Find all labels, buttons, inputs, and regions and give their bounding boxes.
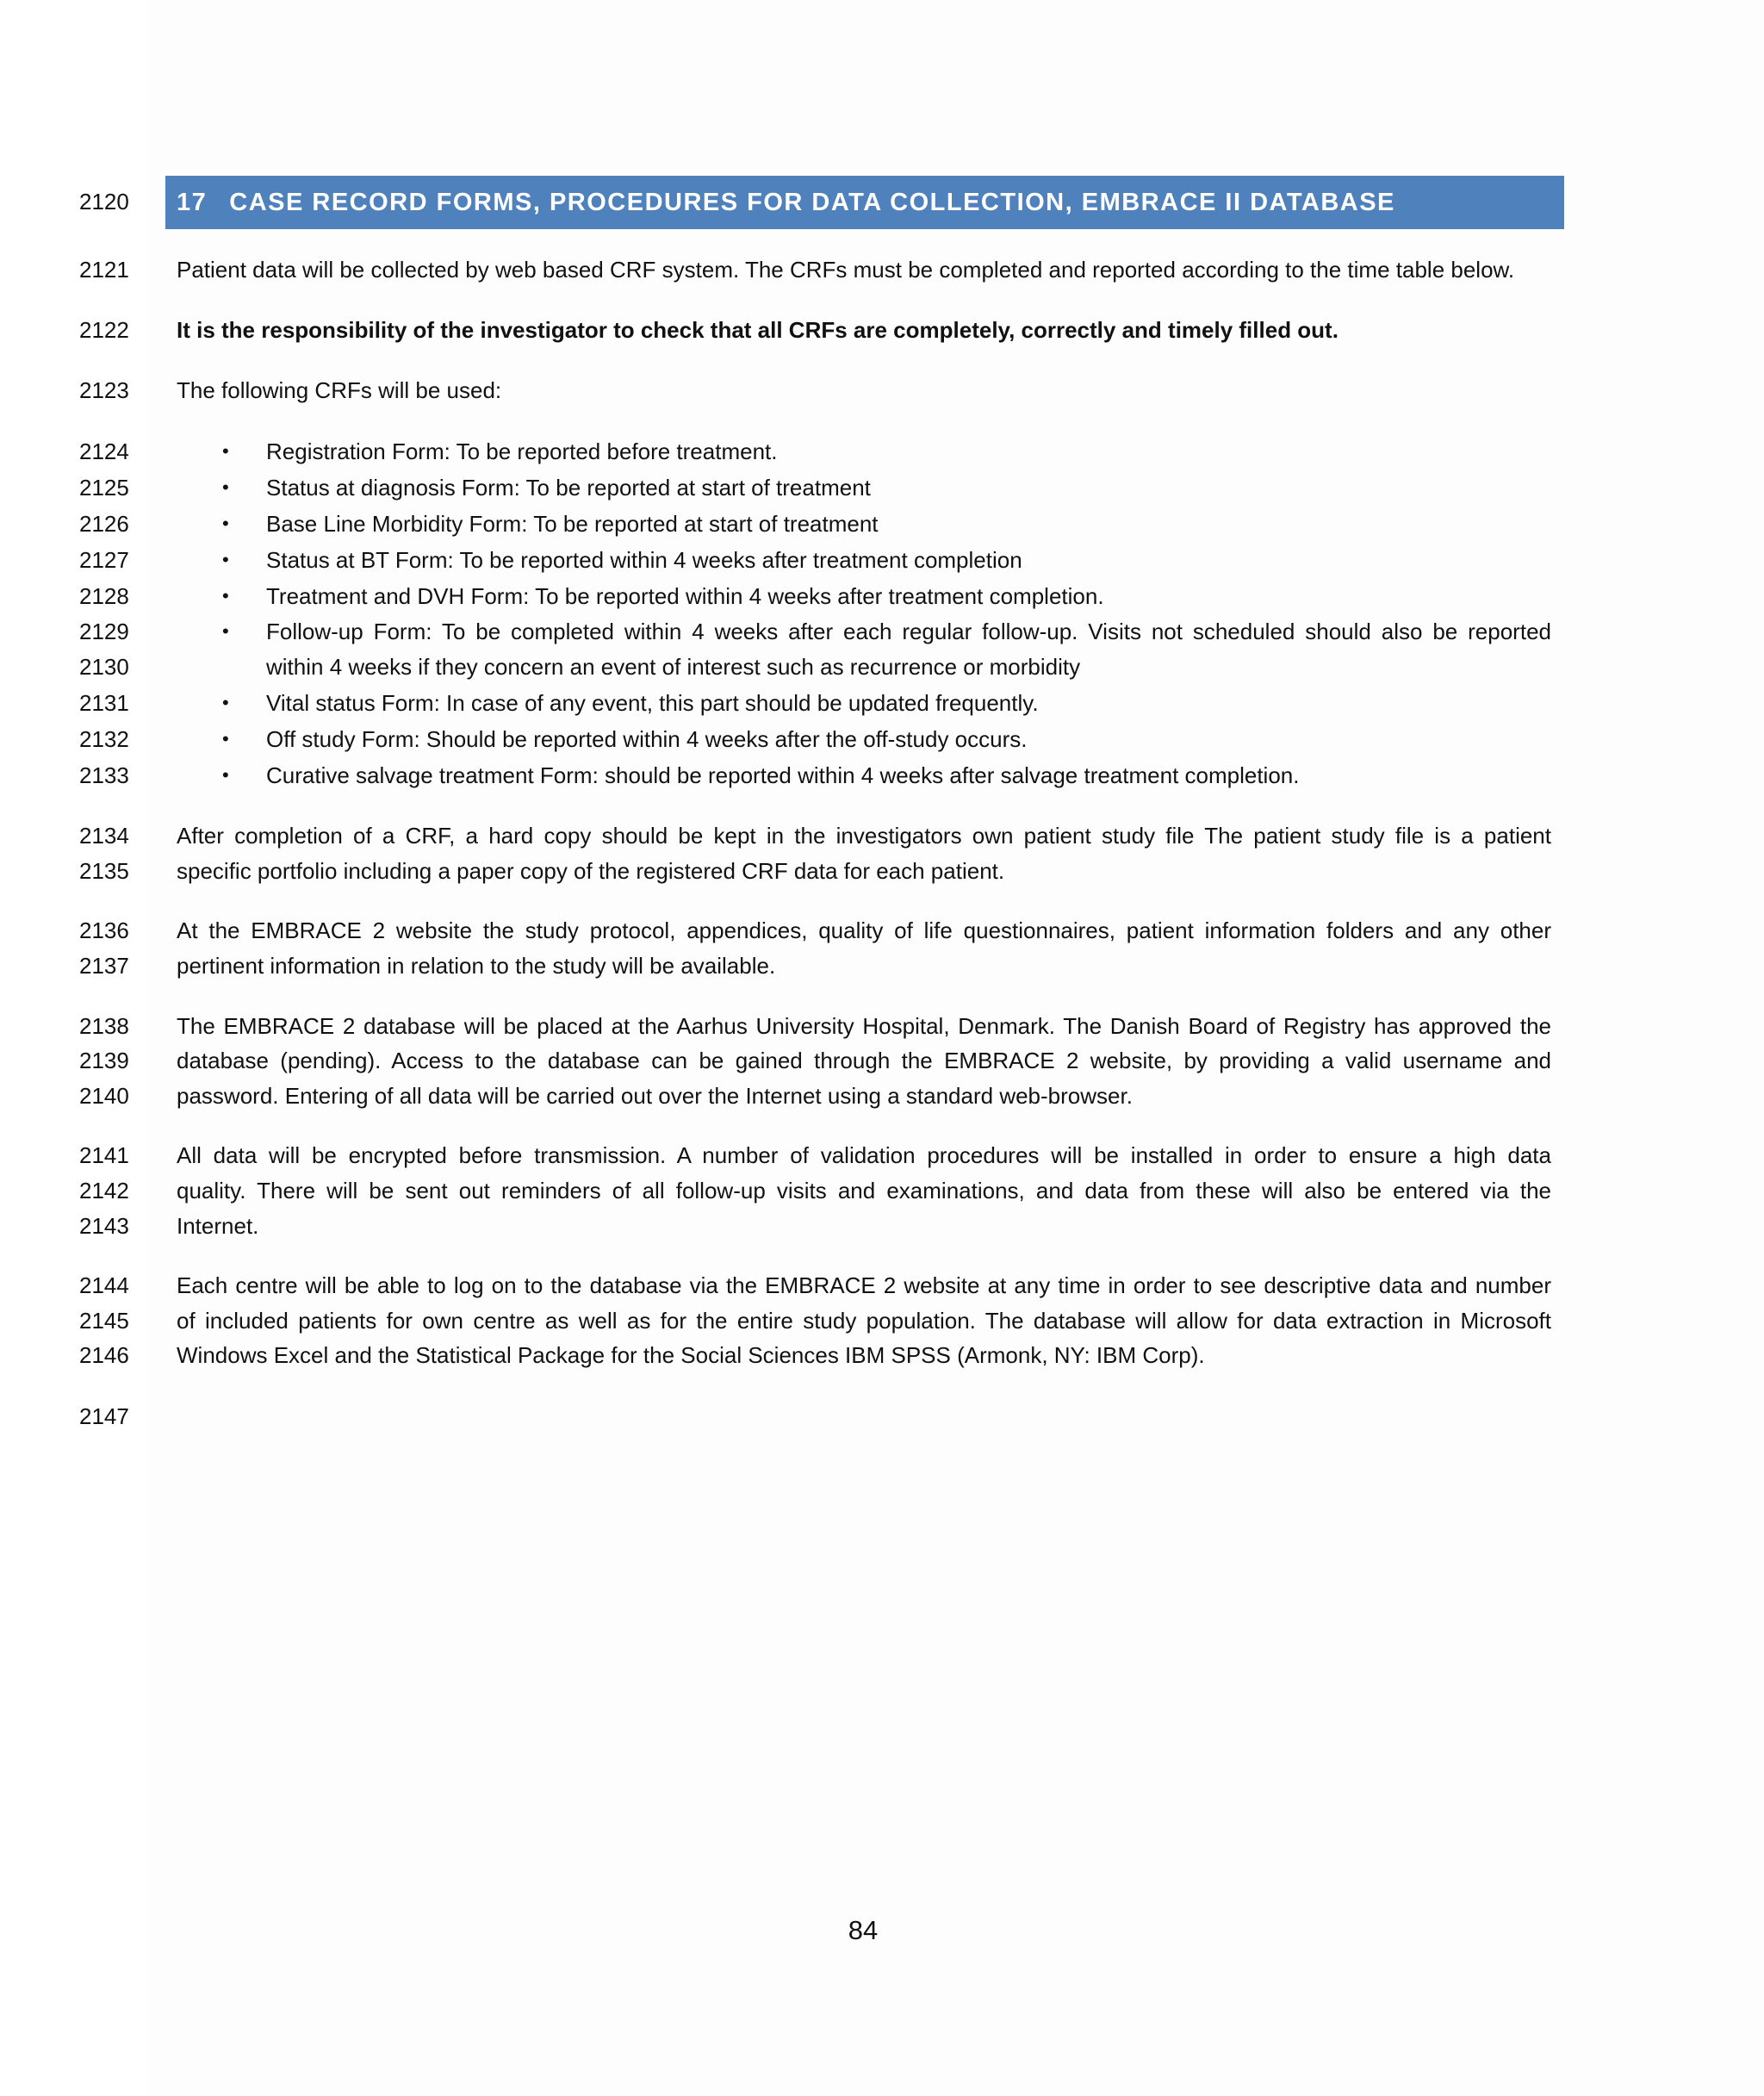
intro-paragraph: Patient data will be collected by web based CRF system. The CRFs must be completed and reported according to the time table below. [177, 257, 1515, 283]
line-number: 2126 [79, 511, 129, 537]
section-title: CASE RECORD FORMS, PROCEDURES FOR DATA COLLECTION, EMBRACE II DATABASE [229, 189, 1395, 216]
bullet-icon: • [222, 440, 229, 462]
bullet-icon: • [222, 549, 229, 570]
bullet-icon: • [222, 476, 229, 498]
list-item: Treatment and DVH Form: To be reported within 4 weeks after treatment completion. [266, 583, 1104, 609]
responsibility-statement: It is the responsibility of the investigator to check that all CRFs are completely, correctly and timely filled out. [177, 317, 1339, 343]
paragraph-line: database (pending). Access to the database can be gained through the EMBRACE 2 website, by providing a valid username and [177, 1048, 1551, 1073]
line-number: 2143 [79, 1213, 129, 1239]
section-number: 17 [177, 189, 208, 216]
paragraph-line: After completion of a CRF, a hard copy should be kept in the investigators own patient study file The patient study file is a patient [177, 823, 1551, 849]
paragraph-line: Each centre will be able to log on to the database via the EMBRACE 2 website at any time in order to see descriptive data and number [177, 1272, 1551, 1298]
list-item: Vital status Form: In case of any event, this part should be updated frequently. [266, 690, 1039, 716]
list-item-continuation: within 4 weeks if they concern an event of interest such as recurrence or morbidity [266, 654, 1081, 680]
paragraph-line: password. Entering of all data will be carried out over the Internet using a standard web-browser. [177, 1083, 1133, 1109]
list-item: Status at BT Form: To be reported within 4 weeks after treatment completion [266, 547, 1022, 573]
line-number: 2128 [79, 583, 129, 609]
bullet-icon: • [222, 692, 229, 713]
section-heading [177, 189, 1395, 216]
list-item: Base Line Morbidity Form: To be reported at start of treatment [266, 511, 879, 537]
line-number: 2135 [79, 858, 129, 884]
line-number: 2133 [79, 762, 129, 788]
line-number: 2121 [79, 257, 129, 283]
page-number: 84 [848, 1915, 879, 1945]
paragraph-line: Windows Excel and the Statistical Package for the Social Sciences IBM SPSS (Armonk, NY: IBM Corp). [177, 1342, 1205, 1368]
bullet-icon: • [222, 513, 229, 534]
paragraph-line: The EMBRACE 2 database will be placed at the Aarhus University Hospital, Denmark. The Danish Board of Registry has approved the [177, 1013, 1551, 1039]
line-number: 2139 [79, 1048, 129, 1073]
line-number: 2145 [79, 1308, 129, 1334]
list-item: Registration Form: To be reported before treatment. [266, 438, 778, 464]
crf-list-intro: The following CRFs will be used: [177, 377, 502, 403]
line-number: 2141 [79, 1142, 129, 1168]
line-number: 2136 [79, 917, 129, 943]
paragraph-line: of included patients for own centre as well as for the entire study population. The database will allow for data extraction in Microsoft [177, 1308, 1551, 1334]
list-item: Follow-up Form: To be completed within 4 weeks after each regular follow-up. Visits not scheduled should also be reported [266, 619, 1551, 644]
paragraph-line: pertinent information in relation to the study will be available. [177, 953, 776, 979]
line-number: 2127 [79, 547, 129, 573]
bullet-icon: • [222, 728, 229, 749]
paragraph-line: At the EMBRACE 2 website the study protocol, appendices, quality of life questionnaires, patient information folders and any other [177, 917, 1551, 943]
line-number: 2124 [79, 438, 129, 464]
line-number: 2140 [79, 1083, 129, 1109]
paragraph-line: specific portfolio including a paper copy of the registered CRF data for each patient. [177, 858, 1005, 884]
list-item: Off study Form: Should be reported within 4 weeks after the off-study occurs. [266, 726, 1028, 752]
line-number: 2131 [79, 690, 129, 716]
line-number: 2123 [79, 377, 129, 403]
paragraph-line: All data will be encrypted before transmission. A number of validation procedures will be installed in order to ensure a high data [177, 1142, 1551, 1168]
line-number: 2129 [79, 619, 129, 644]
paragraph-line: Internet. [177, 1213, 259, 1239]
line-number: 2132 [79, 726, 129, 752]
bullet-icon: • [222, 620, 229, 642]
line-number: 2120 [79, 189, 129, 215]
paragraph-line: quality. There will be sent out reminders of all follow-up visits and examinations, and data from these will also be entered via the [177, 1178, 1551, 1203]
list-item: Status at diagnosis Form: To be reported at start of treatment [266, 475, 871, 501]
line-number: 2138 [79, 1013, 129, 1039]
line-number: 2130 [79, 654, 129, 680]
list-item: Curative salvage treatment Form: should be reported within 4 weeks after salvage treatment completion. [266, 762, 1300, 788]
line-number: 2125 [79, 475, 129, 501]
line-number: 2146 [79, 1342, 129, 1368]
line-number: 2134 [79, 823, 129, 849]
bullet-icon: • [222, 585, 229, 606]
line-number: 2144 [79, 1272, 129, 1298]
bullet-icon: • [222, 764, 229, 786]
line-number: 2122 [79, 317, 129, 343]
line-number: 2137 [79, 953, 129, 979]
line-number: 2147 [79, 1403, 129, 1429]
line-number: 2142 [79, 1178, 129, 1203]
